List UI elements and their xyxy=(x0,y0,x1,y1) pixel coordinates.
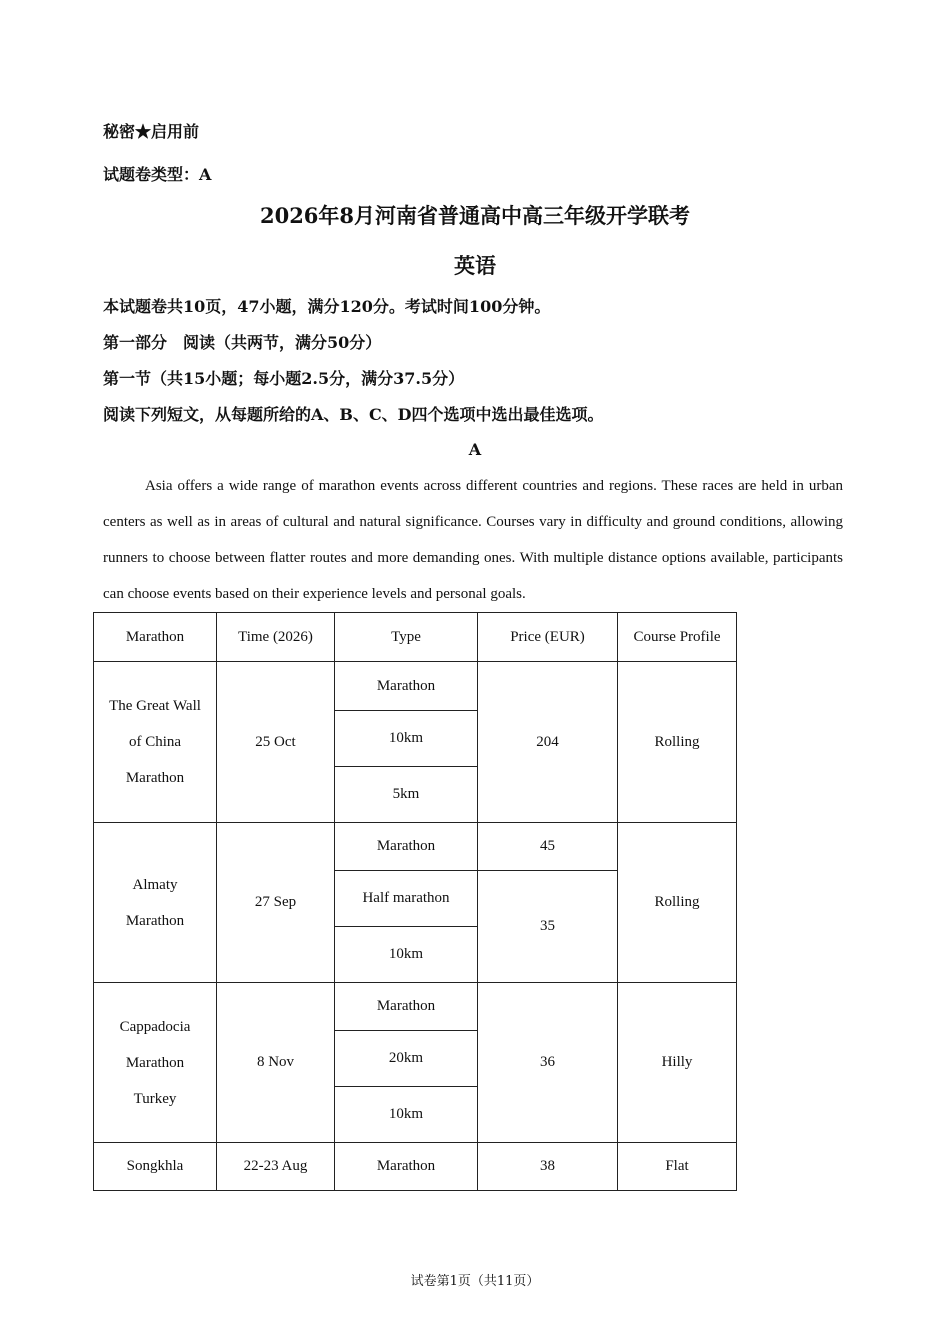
instruction-line: 本试题卷共10页，47小题，满分120分。考试时间100分钟。 xyxy=(103,297,551,316)
type-cell: 10km xyxy=(335,711,478,767)
confidential-label: 秘密★启用前 xyxy=(103,122,200,141)
marathon-name-line: of China xyxy=(128,734,182,750)
table-header-cell: Course Profile xyxy=(618,613,737,662)
type-cell: Marathon xyxy=(335,983,478,1031)
instruction-line: 阅读下列短文，从每题所给的A、B、C、D四个选项中选出最佳选项。 xyxy=(103,405,604,424)
type-cell: 10km xyxy=(335,1087,478,1143)
type-cell: 5km xyxy=(335,767,478,823)
table-header-row xyxy=(94,613,737,662)
instruction-line: 第一节（共15小题；每小题2.5分，满分37.5分） xyxy=(103,369,465,388)
time-cell: 8 Nov xyxy=(217,983,335,1143)
passage-label: A xyxy=(468,440,482,459)
type-cell: 10km xyxy=(335,927,478,983)
table-header-cell: Marathon xyxy=(94,613,217,662)
course-profile-cell: Rolling xyxy=(618,823,737,983)
subject-title: 英语 xyxy=(454,253,496,278)
course-profile-cell: Rolling xyxy=(618,662,737,823)
table-header-cell: Time (2026) xyxy=(217,613,335,662)
table-row xyxy=(94,983,737,1031)
price-cell: 45 xyxy=(478,823,618,871)
marathon-name-line: Marathon xyxy=(125,770,185,786)
marathon-name-cell xyxy=(94,983,217,1143)
table-row xyxy=(94,662,737,711)
marathon-name-cell xyxy=(94,823,217,983)
passage-paragraph: Asia offers a wide range of marathon events across different countries and regions. These races are held in urban centers as well as in areas of cultural and natural significance. Courses vary in difficulty and ground conditions, allowing runners to choose between flatter routes and more demanding ones. With multiple distance options available, participants can choose events based on their experience levels and personal goals. xyxy=(103,478,843,602)
page-footer: 试卷第1页（共11页） xyxy=(410,1274,540,1289)
type-cell: 20km xyxy=(335,1031,478,1087)
paper-type-label: 试题卷类型：A xyxy=(103,165,212,184)
type-cell: Marathon xyxy=(335,662,478,711)
marathon-name-line: Marathon xyxy=(125,912,185,929)
marathon-name-line: Almaty xyxy=(132,876,178,893)
price-cell: 35 xyxy=(478,871,618,983)
price-cell: 36 xyxy=(478,983,618,1143)
type-cell: Marathon xyxy=(335,1143,478,1191)
marathon-name-line: Marathon xyxy=(125,1054,185,1071)
price-cell: 204 xyxy=(478,662,618,823)
marathon-name-line: Cappadocia xyxy=(119,1018,191,1035)
table-row xyxy=(94,1143,737,1191)
marathon-name-cell: Songkhla xyxy=(94,1143,217,1191)
table-row xyxy=(94,823,737,871)
marathon-name-cell xyxy=(94,662,217,823)
price-cell: 38 xyxy=(478,1143,618,1191)
table-header-cell: Type xyxy=(335,613,478,662)
marathon-table xyxy=(93,612,737,1191)
time-cell: 25 Oct xyxy=(217,662,335,823)
marathon-name-line: Turkey xyxy=(133,1090,177,1107)
course-profile-cell: Flat xyxy=(618,1143,737,1191)
course-profile-cell: Hilly xyxy=(618,983,737,1143)
instruction-line: 第一部分 阅读（共两节，满分50分） xyxy=(103,333,382,352)
table-header-cell: Price (EUR) xyxy=(478,613,618,662)
exam-title: 2026年8月河南省普通高中高三年级开学联考 xyxy=(259,203,691,228)
time-cell: 27 Sep xyxy=(217,823,335,983)
marathon-name-line: The Great Wall xyxy=(109,698,201,714)
type-cell: Half marathon xyxy=(335,871,478,927)
type-cell: Marathon xyxy=(335,823,478,871)
time-cell: 22-23 Aug xyxy=(217,1143,335,1191)
